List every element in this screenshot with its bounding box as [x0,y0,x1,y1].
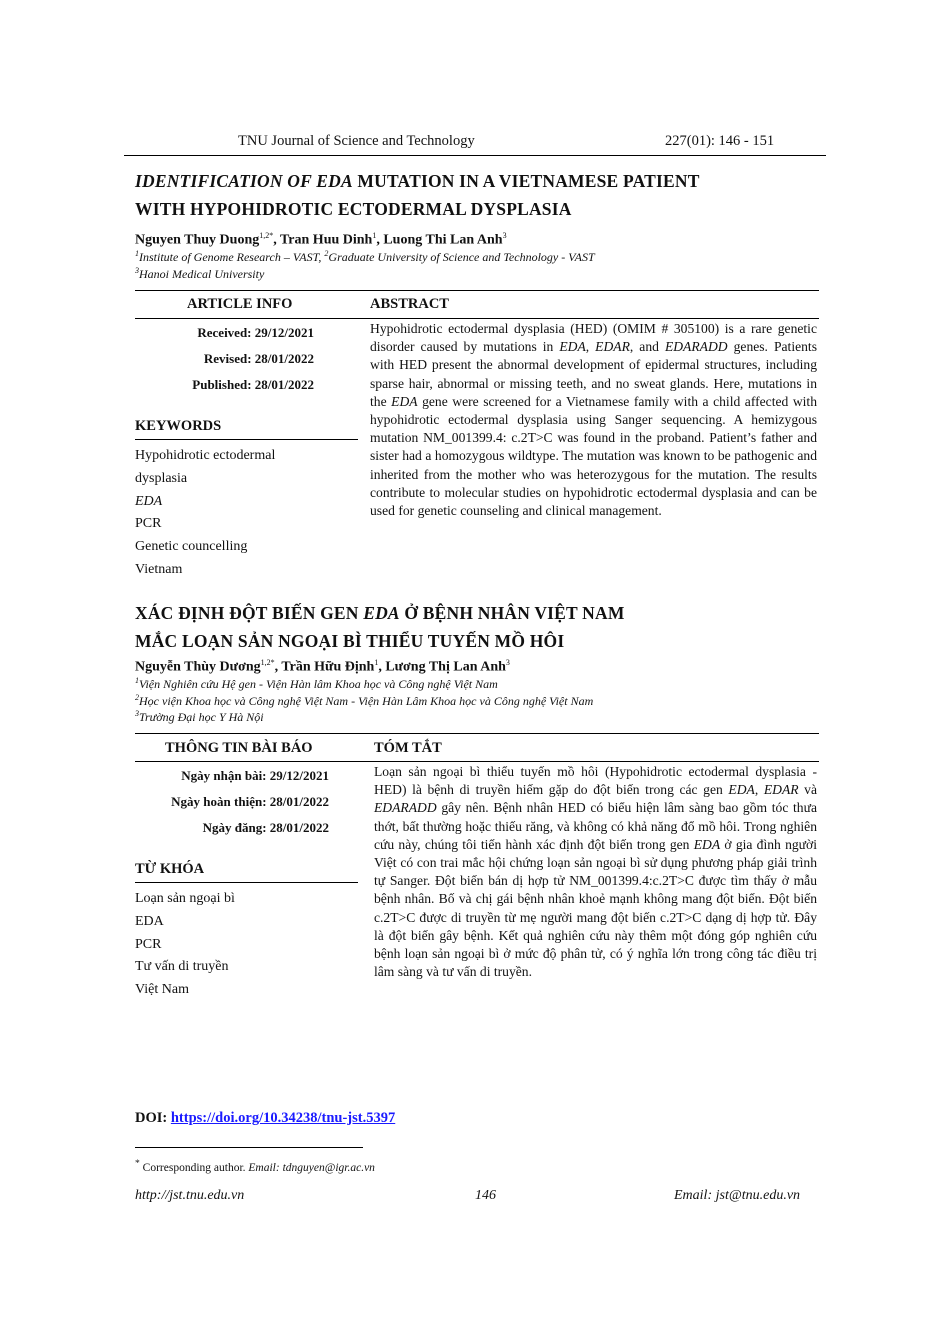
keyword: PCR [135,936,162,952]
english-affiliation-2: $^3$Hanoi Medical University [135,266,265,281]
journal-name: TNU Journal of Science and Technology [238,133,475,149]
keyword: Vietnam [135,561,183,577]
vietnamese-authors: Nguyễn Thùy Dương$^{1,2*}$, Trần Hữu Định$^1$, Lương Thị Lan Anh$^3$ [135,658,510,675]
keyword: EDA [135,493,163,509]
vietnamese-affiliation-1: $^1$Viện Nghiên cứu Hệ gen - Viện Hàn lâm Khoa học và Công nghệ Việt Nam [135,676,498,691]
vn-revised-date: Ngày hoàn thiện: 28/01/2022 [171,794,329,809]
keyword: Loạn sản ngoại bì [135,891,235,906]
footnote-rule [135,1147,363,1148]
vn-received-date: Ngày nhận bài: 29/12/2021 [181,768,329,783]
english-authors: Nguyen Thuy Duong$^{1,2*}$, Tran Huu Dinh$^1$, Luong Thi Lan Anh$^3$ [135,231,507,248]
doi-line: DOI: https://doi.org/10.34238/tnu-jst.5397 [135,1110,396,1126]
vietnamese-title: XÁC ĐỊNH ĐỘT BIẾN GEN EDA Ở BỆNH NHÂN VIỆT NAM MẮC LOẠN SẢN NGOẠI BÌ THIỂU TUYẾN MỒ HÔI [135,603,625,651]
vn-abstract-heading: TÓM TẮT [374,740,442,756]
volume-pages: 227(01): 146 - 151 [665,133,775,149]
english-abstract: Hypohidrotic ectodermal dysplasia (HED) (OMIM # 305100) is a rare genetic disorder caused by mutations in EDA, EDAR, and EDARADD genes. Patients with HED present the abnormal development of epidermal structures, including sparse hair, abnormal or missing teeth, and no sweat glands. Here, mutations in the EDA gene were screened for a Vietnamese family with a child affected with hypohidrotic ectodermal dysplasia using Sanger sequencing. A hemizygous mutation NM_001399.4: c.2T>C was found in the proband. Patient’s father and sister had a homozygous wildtype. The mutation was known to be pathogenic and inherited from the mother who was heterozygous for the mutation. The results contribute to molecular studies on hypohidrotic ectodermal dysplasia and can be used for genetic counseling and clinical management. [370,321,818,519]
vn-keywords-rule [135,882,358,883]
doi-link[interactable]: https://doi.org/10.34238/tnu-jst.5397 [170,1110,396,1126]
footer-email: Email: jst@tnu.edu.vn [674,1188,801,1203]
english-keywords [135,445,275,582]
keywords-heading: KEYWORDS [135,418,222,434]
vn-published-date: Ngày đăng: 28/01/2022 [202,820,329,835]
vn-info-top-rule [135,733,819,734]
keyword: EDA [135,913,164,929]
article-info-heading: ARTICLE INFO [187,296,293,312]
vietnamese-affiliation-2: $^2$Học viện Khoa học và Công nghệ Việt Nam - Viện Hàn Lâm Khoa học và Công nghệ Việt Nam [135,693,594,708]
vietnamese-abstract: Loạn sản ngoại bì thiểu tuyến mồ hôi (Hypohidrotic ectodermal dysplasia - HED) là bệnh di truyền hiếm gặp do đột biến trong các gen EDA, EDAR và EDARADD gây nên. Bệnh nhân HED có biểu hiện lâm sàng bao gồm tóc thưa thớt, bất thường hoặc thiếu răng, và không có khả năng đổ mồ hôi. Trong nghiên cứu này, chúng tôi tiến hành xác định đột biến trong gen EDA ở gia đình người Việt có con trai mắc hội chứng loạn sản ngoại bì sử dụng phương pháp giải trình tự Sanger. Đột biến bán dị hợp tử NM_001399.4:c.2T>C được tìm thấy ở mẫu bệnh nhân. Bố và chị gái bệnh nhân khoẻ mạnh không mang đột biến. Đột biến c.2T>C được di truyền từ mẹ người mang đột biến c.2T>C dạng dị hợp tử. Đây là đột biến gây bệnh. Kết quả nghiên cứu này thêm một đóng góp nghiên cứu bệnh loạn sản ngoại bì ở mức độ phân tử, có ý nghĩa lớn trong công tác điều trị lâm sàng và tư vấn di truyền. [374,764,818,980]
keyword: Hypohidrotic ectodermal [135,448,276,463]
abstract-heading: ABSTRACT [370,296,449,312]
footnote: * Corresponding author. Email: tdnguyen@igr.ac.vn [135,1158,375,1174]
info-top-rule [135,290,819,291]
published-date: Published: 28/01/2022 [192,377,314,392]
info-header-rule [135,318,819,319]
keyword: Genetic councelling [135,539,248,555]
vn-article-info-heading: THÔNG TIN BÀI BÁO [165,740,313,756]
keyword: Việt Nam [135,982,189,998]
keyword: Tư vấn di truyền [135,959,229,975]
page-number: 146 [475,1188,496,1203]
received-date: Received: 29/12/2021 [197,325,314,340]
header-rule [124,155,826,156]
vn-keywords-heading: TỪ KHÓA [135,861,205,877]
vietnamese-affiliation-3: $^3$Trường Đại học Y Hà Nội [135,709,264,724]
english-title: IDENTIFICATION OF EDA MUTATION IN A VIETNAMESE PATIENT WITH HYPOHIDROTIC ECTODERMAL DYSPLASIA [135,171,700,219]
vietnamese-keywords [135,888,235,1002]
keyword: dysplasia [135,470,188,486]
footer-website: http://jst.tnu.edu.vn [135,1188,245,1203]
english-affiliation-1: $^1$Institute of Genome Research – VAST, $^2$Graduate University of Science and Technology - VAST [135,249,595,264]
keyword: PCR [135,516,162,532]
keywords-rule [135,439,358,440]
revised-date: Revised: 28/01/2022 [203,351,314,366]
vn-info-header-rule [135,761,819,762]
